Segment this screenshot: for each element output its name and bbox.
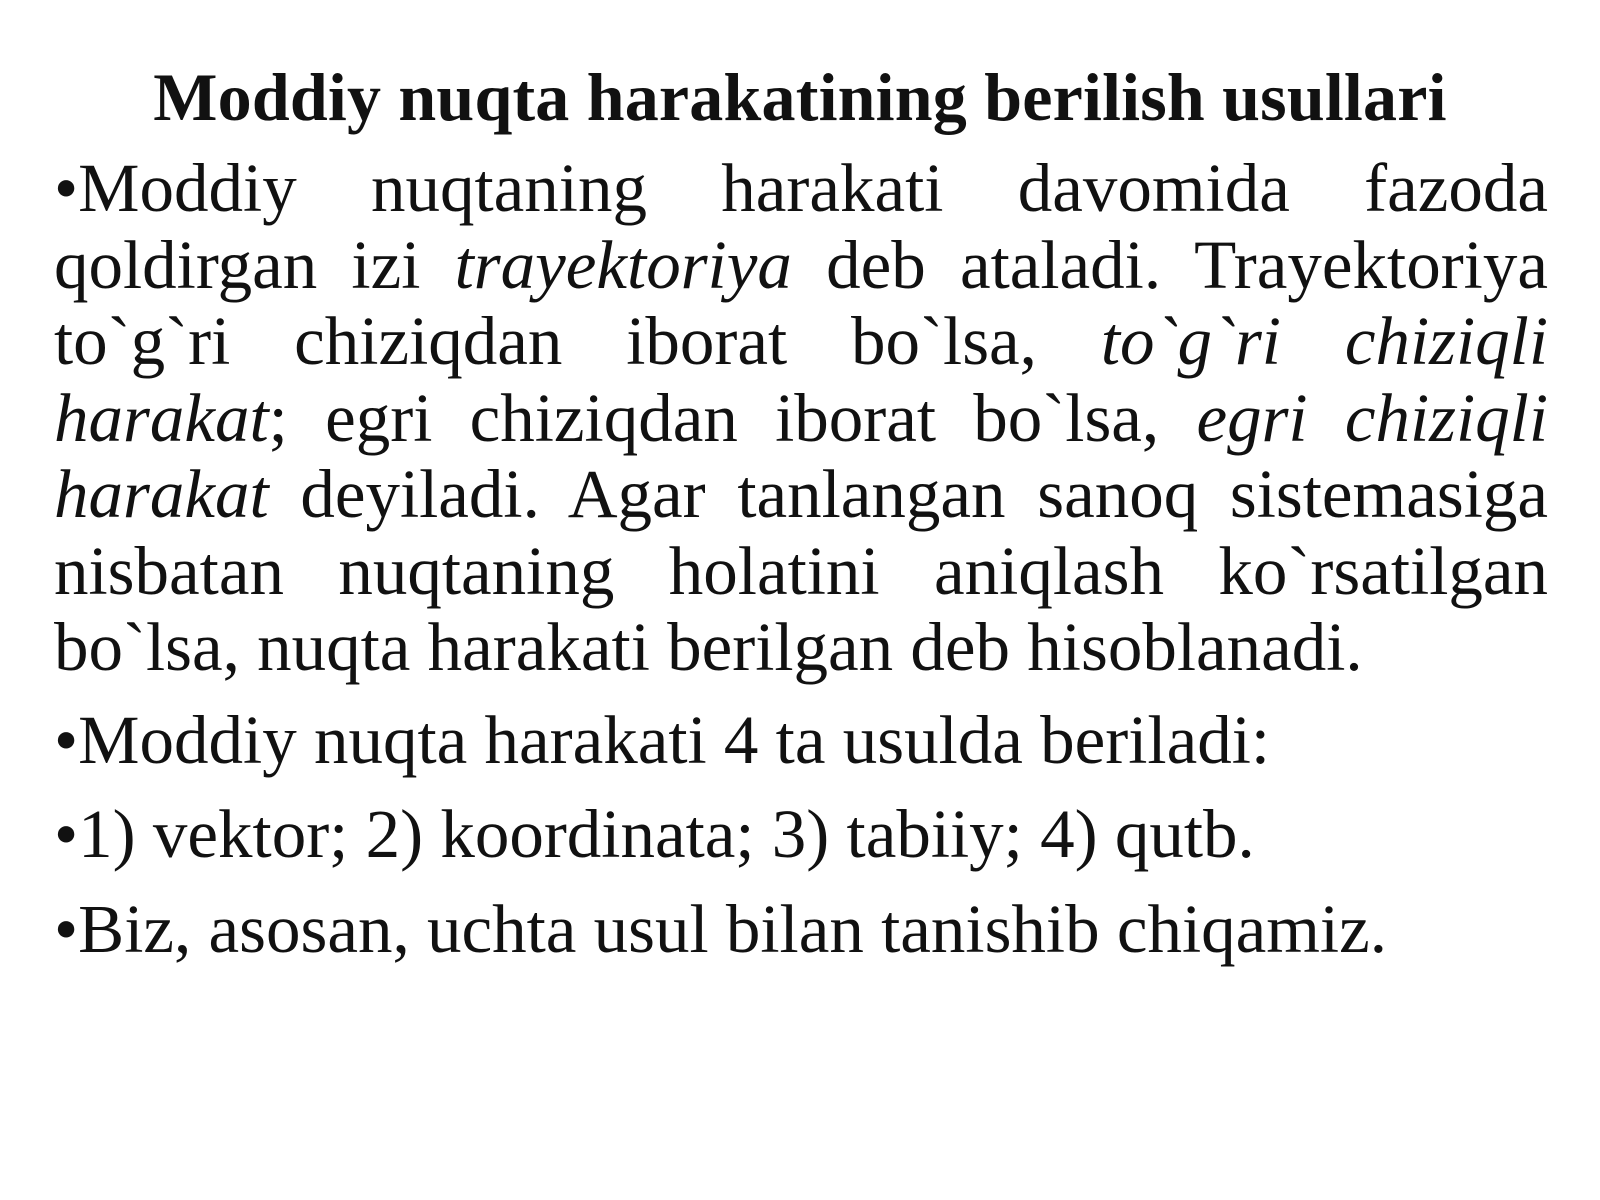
bullet-three-methods [54, 891, 1548, 968]
bullet-text: Biz, asosan, uchta usul bilan tanishib chiqamiz. [78, 890, 1387, 967]
paragraph-text: ; egri chiziqdan iborat bo`lsa, [268, 379, 1197, 456]
bullet-dot: • [54, 796, 79, 872]
bullet-text: 1) vektor; 2) koordinata; 3) tabiiy; 4) qutb. [78, 796, 1255, 872]
bullet-dot: • [54, 701, 79, 778]
paragraph-text: deb ataladi. Trayektoriya to`g`ri chiziqdan iborat bo`lsa, [54, 226, 1548, 379]
term-trajectory: trayektoriya [454, 226, 792, 303]
slide-title: Moddiy nuqta harakatining berilish usullari [153, 59, 1447, 135]
bullet-methods-list [54, 796, 1548, 873]
bullet-methods-count [54, 702, 1548, 779]
term-straight-motion: to`g`ri chiziqli harakat [54, 303, 1548, 456]
paragraph-text: Moddiy nuqtaning harakati davomida fazoda qoldirgan izi [54, 150, 1548, 303]
bullet-dot: • [54, 150, 79, 226]
bullet-trajectory-definition [54, 150, 1548, 686]
slide-body [54, 150, 1548, 985]
bullet-text: Moddiy nuqta harakati 4 ta usulda beriladi: [78, 701, 1271, 778]
paragraph-text: deyiladi. Agar tanlangan sanoq sistemasiga nisbatan nuqtaning holatini aniqlash ko`rsatilgan bo`lsa, nuqta harakati berilgan deb hisoblanadi. [54, 456, 1548, 685]
bullet-dot: • [54, 890, 79, 967]
term-curved-motion: egri chiziqli harakat [54, 379, 1549, 532]
